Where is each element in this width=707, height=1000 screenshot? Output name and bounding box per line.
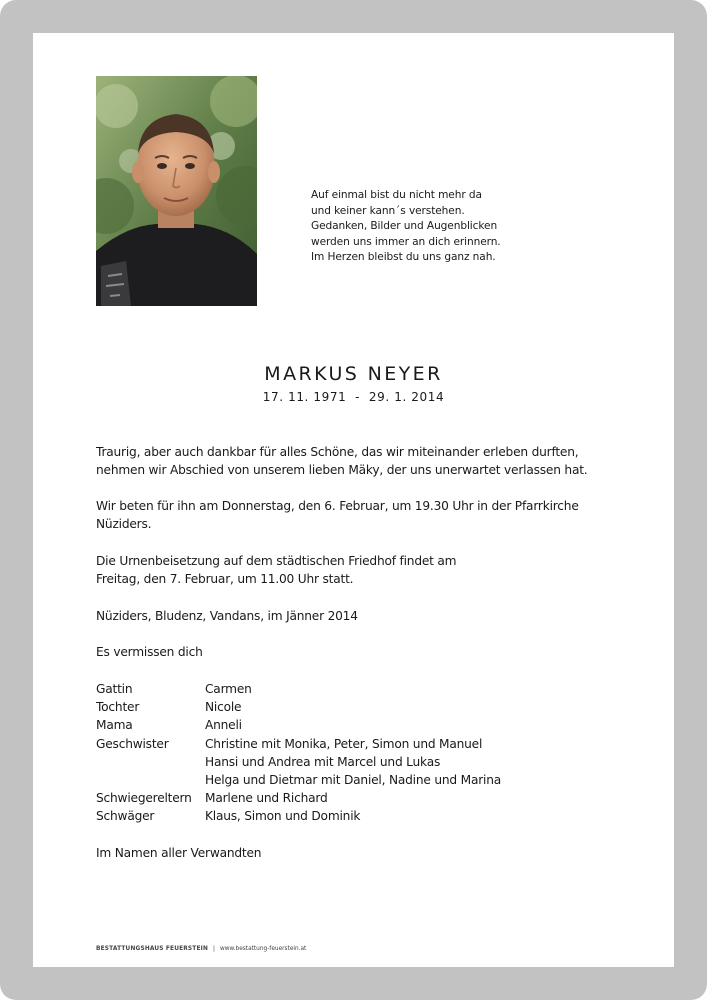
- mourner-relation: [96, 771, 205, 789]
- memorial-poem: [311, 188, 501, 266]
- mourner-names: Helga und Dietmar mit Daniel, Nadine und Marina: [205, 772, 502, 787]
- mourner-row: [96, 716, 501, 734]
- paragraph-line: nehmen wir Abschied von unserem lieben Mäky, der uns unerwartet verlassen hat.: [96, 463, 588, 478]
- portrait-photo: [96, 76, 257, 306]
- paragraph-line: Es vermissen dich: [96, 645, 203, 659]
- mourner-row: [96, 807, 501, 825]
- poem-line: Gedanken, Bilder und Augenblicken: [311, 220, 498, 233]
- mourner-row: [96, 789, 501, 807]
- mourner-relation: [96, 753, 205, 771]
- mourner-relation: Gattin: [96, 682, 133, 696]
- mourner-names: Christine mit Monika, Peter, Simon und Manuel: [205, 736, 483, 751]
- paragraph-line: Die Urnenbeisetzung auf dem städtischen Friedhof findet am: [96, 554, 457, 568]
- paragraph-line: Traurig, aber auch dankbar für alles Schöne, das wir miteinander erleben durften,: [96, 445, 579, 459]
- closing-line: [96, 844, 261, 862]
- obituary-sheet: [33, 33, 674, 967]
- mourner-row: [96, 753, 501, 771]
- mourner-relation: Tochter: [96, 700, 140, 715]
- mourner-relation: Geschwister: [96, 736, 169, 751]
- life-dates: 17. 11. 1971 - 29. 1. 2014: [262, 390, 445, 404]
- mourner-row: [96, 680, 501, 698]
- mourner-names: Klaus, Simon und Dominik: [205, 809, 361, 824]
- poem-line: Auf einmal bist du nicht mehr da: [311, 189, 482, 201]
- paragraph-line: Freitag, den 7. Februar, um 11.00 Uhr statt.: [96, 572, 354, 587]
- burial-paragraph: [96, 552, 456, 588]
- deceased-name: MARKUS NEYER: [264, 363, 443, 385]
- poem-line: werden uns immer an dich erinnern.: [311, 235, 501, 248]
- mourner-row: [96, 698, 501, 716]
- poem-line: und keiner kann´s verstehen.: [311, 204, 465, 217]
- mourners-intro: [96, 643, 203, 661]
- poem-line: Im Herzen bleibst du uns ganz nah.: [311, 251, 496, 264]
- paragraph-line: Nüziders, Bludenz, Vandans, im Jänner 2014: [96, 609, 358, 623]
- footer-website-link[interactable]: www.bestattung-feuerstein.at: [220, 946, 307, 952]
- place-date-line: [96, 607, 358, 625]
- mourners-list: [96, 680, 501, 826]
- footer: [96, 946, 306, 952]
- mourner-names: Marlene und Richard: [205, 791, 328, 806]
- footer-brand: BESTATTUNGSHAUS FEUERSTEIN: [96, 946, 209, 952]
- closing-text: Im Namen aller Verwandten: [96, 846, 262, 860]
- prayer-paragraph: [96, 497, 579, 533]
- mourner-relation: Mama: [96, 718, 133, 733]
- mourner-row: [96, 735, 501, 753]
- paragraph-line: Nüziders.: [96, 517, 152, 532]
- mourner-names: Carmen: [205, 682, 252, 696]
- announcement-paragraph: [96, 443, 587, 479]
- paragraph-line: Wir beten für ihn am Donnerstag, den 6. Februar, um 19.30 Uhr in der Pfarrkirche: [96, 499, 579, 513]
- mourner-names: Hansi und Andrea mit Marcel und Lukas: [205, 754, 441, 769]
- mourner-relation: Schwäger: [96, 809, 155, 824]
- mourner-names: Nicole: [205, 700, 242, 715]
- mourner-names: Anneli: [205, 718, 242, 733]
- mourner-relation: Schwiegereltern: [96, 791, 192, 806]
- mourner-row: [96, 771, 501, 789]
- footer-separator: |: [213, 946, 215, 952]
